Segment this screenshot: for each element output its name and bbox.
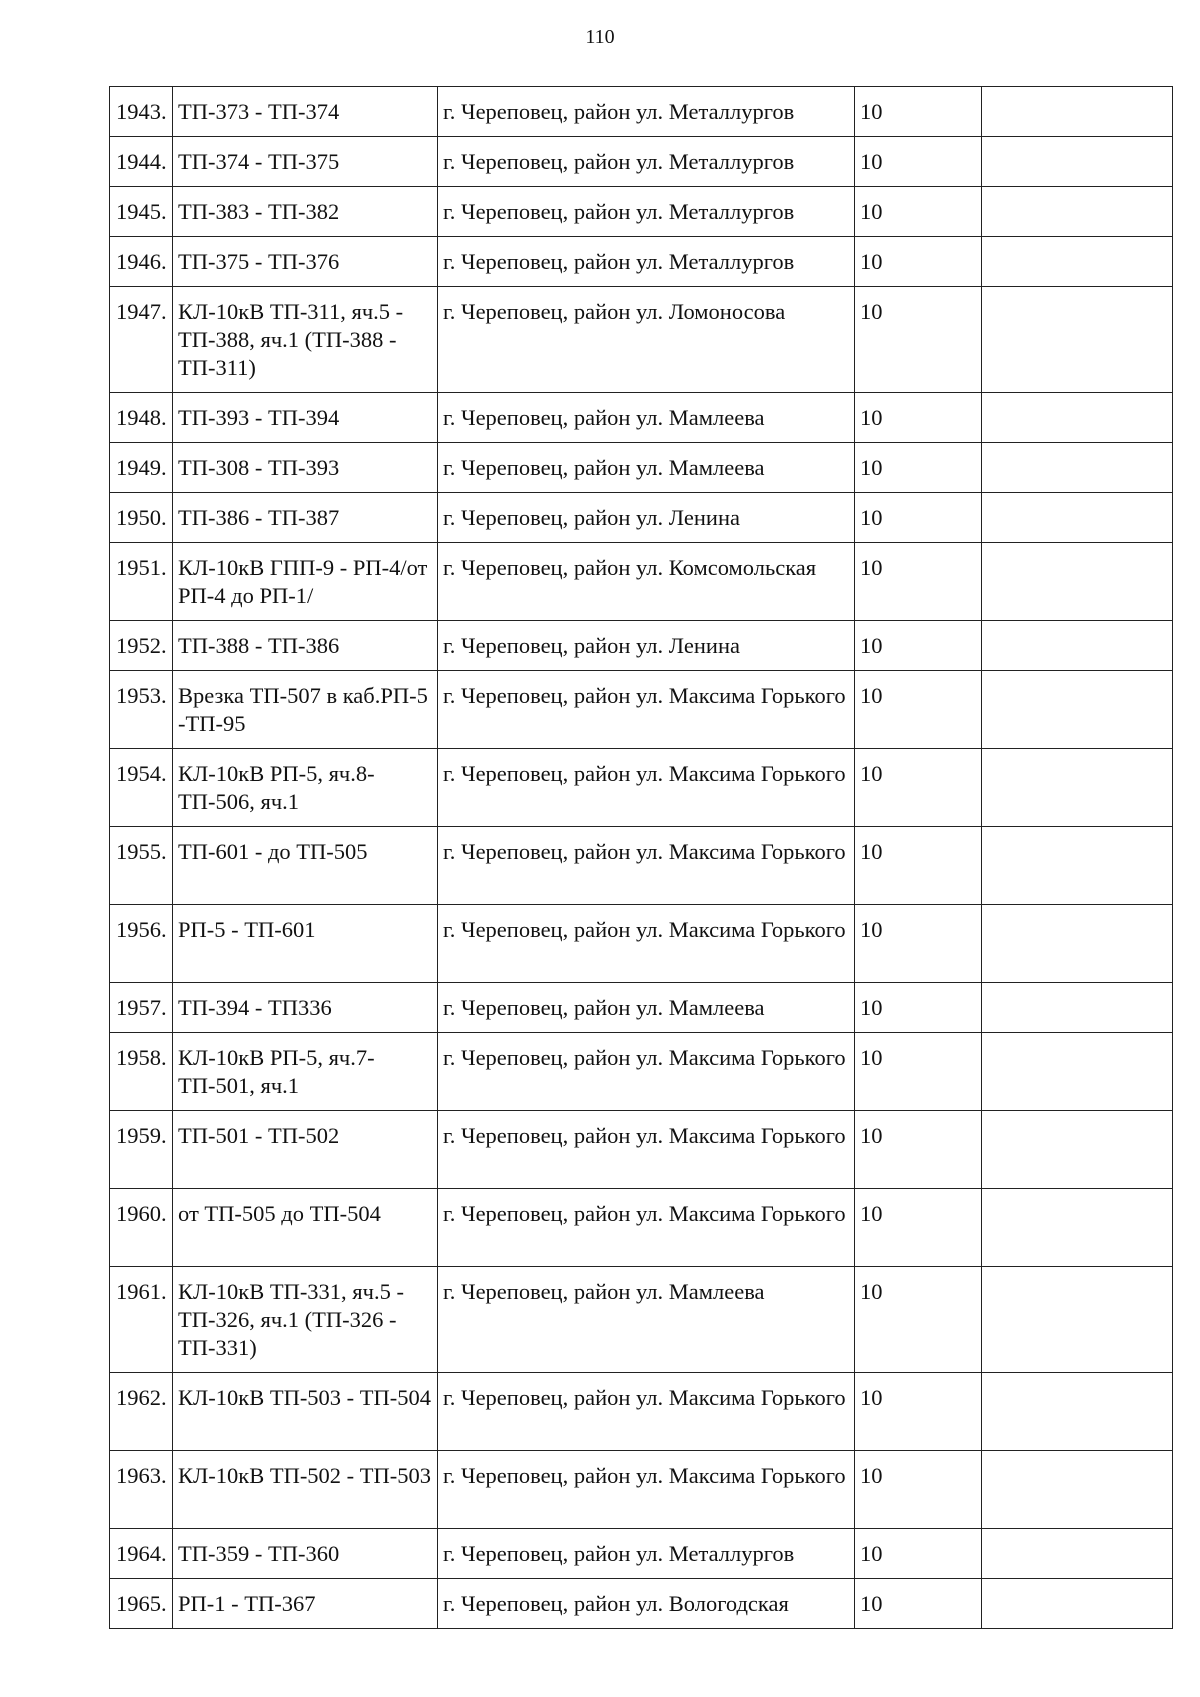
line-name: ТП-375 - ТП-376	[173, 237, 438, 287]
line-extra	[982, 749, 1173, 827]
line-voltage: 10	[855, 827, 982, 905]
line-address: г. Череповец, район ул. Максима Горького	[438, 1111, 855, 1189]
line-voltage: 10	[855, 493, 982, 543]
row-number: 1954.	[110, 749, 173, 827]
line-address: г. Череповец, район ул. Комсомольская	[438, 543, 855, 621]
line-address: г. Череповец, район ул. Максима Горького	[438, 1451, 855, 1529]
line-address: г. Череповец, район ул. Ленина	[438, 621, 855, 671]
line-address: г. Череповец, район ул. Максима Горького	[438, 905, 855, 983]
line-name: ТП-601 - до ТП-505	[173, 827, 438, 905]
row-number: 1956.	[110, 905, 173, 983]
line-extra	[982, 905, 1173, 983]
table-row	[110, 87, 1173, 137]
line-address: г. Череповец, район ул. Металлургов	[438, 1529, 855, 1579]
table-row	[110, 621, 1173, 671]
line-name: КЛ-10кВ ТП-311, яч.5 - ТП-388, яч.1 (ТП-388 - ТП-311)	[173, 287, 438, 393]
table-row	[110, 983, 1173, 1033]
table-row	[110, 1529, 1173, 1579]
line-address: г. Череповец, район ул. Ленина	[438, 493, 855, 543]
row-number: 1953.	[110, 671, 173, 749]
row-number: 1965.	[110, 1579, 173, 1629]
table-row	[110, 671, 1173, 749]
line-voltage: 10	[855, 1529, 982, 1579]
line-address: г. Череповец, район ул. Максима Горького	[438, 1189, 855, 1267]
line-voltage: 10	[855, 543, 982, 621]
line-voltage: 10	[855, 287, 982, 393]
line-address: г. Череповец, район ул. Максима Горького	[438, 671, 855, 749]
table-row	[110, 1033, 1173, 1111]
line-voltage: 10	[855, 983, 982, 1033]
line-name: КЛ-10кВ ТП-502 - ТП-503	[173, 1451, 438, 1529]
page-number: 110	[585, 26, 615, 48]
row-number: 1943.	[110, 87, 173, 137]
line-extra	[982, 621, 1173, 671]
table-row	[110, 1373, 1173, 1451]
line-name: РП-1 - ТП-367	[173, 1579, 438, 1629]
line-extra	[982, 1111, 1173, 1189]
line-extra	[982, 87, 1173, 137]
line-name: ТП-394 - ТП336	[173, 983, 438, 1033]
line-address: г. Череповец, район ул. Максима Горького	[438, 1373, 855, 1451]
table-row	[110, 1579, 1173, 1629]
line-address: г. Череповец, район ул. Максима Горького	[438, 1033, 855, 1111]
line-voltage: 10	[855, 1033, 982, 1111]
line-name: ТП-388 - ТП-386	[173, 621, 438, 671]
line-address: г. Череповец, район ул. Мамлеева	[438, 983, 855, 1033]
line-name: ТП-386 - ТП-387	[173, 493, 438, 543]
line-name: Врезка ТП-507 в каб.РП-5 -ТП-95	[173, 671, 438, 749]
line-name: ТП-308 - ТП-393	[173, 443, 438, 493]
line-voltage: 10	[855, 1111, 982, 1189]
line-extra	[982, 671, 1173, 749]
line-extra	[982, 1267, 1173, 1373]
line-extra	[982, 983, 1173, 1033]
table-row	[110, 187, 1173, 237]
line-name: КЛ-10кВ ТП-331, яч.5 - ТП-326, яч.1 (ТП-326 - ТП-331)	[173, 1267, 438, 1373]
row-number: 1964.	[110, 1529, 173, 1579]
row-number: 1949.	[110, 443, 173, 493]
line-name: КЛ-10кВ ГПП-9 - РП-4/от РП-4 до РП-1/	[173, 543, 438, 621]
line-voltage: 10	[855, 621, 982, 671]
table-row	[110, 137, 1173, 187]
row-number: 1947.	[110, 287, 173, 393]
row-number: 1962.	[110, 1373, 173, 1451]
line-address: г. Череповец, район ул. Максима Горького	[438, 827, 855, 905]
row-number: 1945.	[110, 187, 173, 237]
line-extra	[982, 187, 1173, 237]
table-row	[110, 287, 1173, 393]
line-voltage: 10	[855, 1189, 982, 1267]
line-voltage: 10	[855, 1579, 982, 1629]
line-voltage: 10	[855, 137, 982, 187]
line-voltage: 10	[855, 1451, 982, 1529]
line-name: от ТП-505 до ТП-504	[173, 1189, 438, 1267]
line-extra	[982, 237, 1173, 287]
line-voltage: 10	[855, 443, 982, 493]
row-number: 1960.	[110, 1189, 173, 1267]
line-extra	[982, 1189, 1173, 1267]
row-number: 1944.	[110, 137, 173, 187]
line-name: ТП-501 - ТП-502	[173, 1111, 438, 1189]
row-number: 1955.	[110, 827, 173, 905]
table-row	[110, 1189, 1173, 1267]
row-number: 1952.	[110, 621, 173, 671]
line-extra	[982, 393, 1173, 443]
line-voltage: 10	[855, 905, 982, 983]
table-row	[110, 493, 1173, 543]
row-number: 1951.	[110, 543, 173, 621]
line-voltage: 10	[855, 671, 982, 749]
line-voltage: 10	[855, 87, 982, 137]
line-name: КЛ-10кВ РП-5, яч.7-ТП-501, яч.1	[173, 1033, 438, 1111]
line-voltage: 10	[855, 749, 982, 827]
line-name: ТП-373 - ТП-374	[173, 87, 438, 137]
table-row	[110, 393, 1173, 443]
line-extra	[982, 137, 1173, 187]
line-extra	[982, 1451, 1173, 1529]
table-row	[110, 905, 1173, 983]
line-extra	[982, 543, 1173, 621]
line-voltage: 10	[855, 1373, 982, 1451]
table-row	[110, 749, 1173, 827]
line-address: г. Череповец, район ул. Мамлеева	[438, 443, 855, 493]
line-extra	[982, 1033, 1173, 1111]
line-voltage: 10	[855, 187, 982, 237]
line-extra	[982, 827, 1173, 905]
line-extra	[982, 1373, 1173, 1451]
line-name: КЛ-10кВ ТП-503 - ТП-504	[173, 1373, 438, 1451]
line-name: РП-5 - ТП-601	[173, 905, 438, 983]
line-extra	[982, 493, 1173, 543]
line-name: ТП-383 - ТП-382	[173, 187, 438, 237]
line-extra	[982, 1579, 1173, 1629]
cable-lines-table	[109, 86, 1173, 1629]
line-address: г. Череповец, район ул. Ломоносова	[438, 287, 855, 393]
line-name: ТП-393 - ТП-394	[173, 393, 438, 443]
table-row	[110, 827, 1173, 905]
line-voltage: 10	[855, 237, 982, 287]
line-name: ТП-374 - ТП-375	[173, 137, 438, 187]
line-address: г. Череповец, район ул. Металлургов	[438, 87, 855, 137]
line-voltage: 10	[855, 393, 982, 443]
row-number: 1963.	[110, 1451, 173, 1529]
table-row	[110, 443, 1173, 493]
line-extra	[982, 443, 1173, 493]
row-number: 1959.	[110, 1111, 173, 1189]
line-voltage: 10	[855, 1267, 982, 1373]
row-number: 1958.	[110, 1033, 173, 1111]
table-row	[110, 237, 1173, 287]
line-extra	[982, 1529, 1173, 1579]
line-address: г. Череповец, район ул. Мамлеева	[438, 393, 855, 443]
line-name: КЛ-10кВ РП-5, яч.8-ТП-506, яч.1	[173, 749, 438, 827]
row-number: 1957.	[110, 983, 173, 1033]
line-extra	[982, 287, 1173, 393]
row-number: 1950.	[110, 493, 173, 543]
line-address: г. Череповец, район ул. Металлургов	[438, 137, 855, 187]
row-number: 1948.	[110, 393, 173, 443]
table-row	[110, 543, 1173, 621]
line-name: ТП-359 - ТП-360	[173, 1529, 438, 1579]
table-row	[110, 1451, 1173, 1529]
line-address: г. Череповец, район ул. Вологодская	[438, 1579, 855, 1629]
table-row	[110, 1267, 1173, 1373]
line-address: г. Череповец, район ул. Мамлеева	[438, 1267, 855, 1373]
line-address: г. Череповец, район ул. Максима Горького	[438, 749, 855, 827]
line-address: г. Череповец, район ул. Металлургов	[438, 187, 855, 237]
table-row	[110, 1111, 1173, 1189]
line-address: г. Череповец, район ул. Металлургов	[438, 237, 855, 287]
row-number: 1961.	[110, 1267, 173, 1373]
row-number: 1946.	[110, 237, 173, 287]
